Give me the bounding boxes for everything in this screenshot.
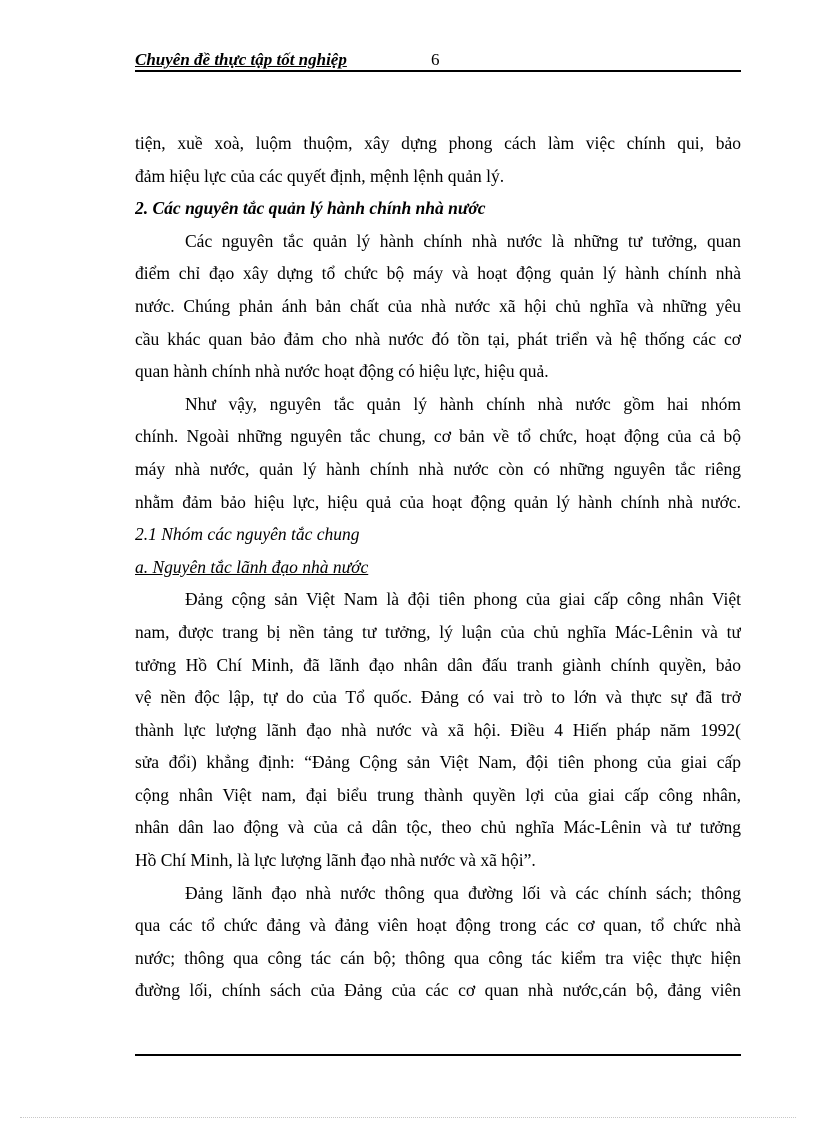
text-line: đảm hiệu lực của các quyết định, mệnh lệnh quản lý. [135, 165, 505, 186]
text-line: Hồ Chí Minh, là lực lượng lãnh đạo nhà nước và xã hội”. [135, 850, 536, 871]
text-line: qua các tổ chức đảng và đảng viên hoạt động trong các cơ quan, tổ chức nhà [135, 915, 741, 936]
text-line: thành lực lượng lãnh đạo nhà nước và xã hội. Điều 4 Hiến pháp năm 1992( [135, 719, 741, 740]
text-line: chính. Ngoài những nguyên tắc chung, cơ bản về tổ chức, hoạt động của cả bộ [135, 426, 741, 447]
text-line: quan hành chính nhà nước hoạt động có hiệu lực, hiệu quả. [135, 361, 549, 382]
text-line: tiện, xuề xoà, luộm thuộm, xây dựng phong cách làm việc chính qui, bảo [135, 133, 741, 153]
text-line: máy nhà nước, quản lý hành chính nhà nước còn có những nguyên tắc riêng [135, 458, 741, 479]
text-line: Đảng lãnh đạo nhà nước thông qua đường lối và các chính sách; thông [185, 882, 741, 903]
text-line: nhằm đảm bảo hiệu lực, hiệu quả của hoạt động quản lý hành chính nhà nước. [135, 491, 741, 512]
text-line: nam, được trang bị nền tảng tư tưởng, lý luận của chủ nghĩa Mác-Lênin và tư [135, 621, 741, 642]
subsection-heading: 2.1 Nhóm các nguyên tắc chung [135, 524, 360, 545]
document-title: Chuyên đề thực tập tốt nghiệp [135, 50, 347, 69]
text-line: Đảng cộng sản Việt Nam là đội tiên phong của giai cấp công nhân Việt [185, 589, 741, 610]
subsection-heading-underlined: a. Nguyên tắc lãnh đạo nhà nước [135, 556, 369, 577]
text-line: nhân dân lao động và của cả dân tộc, theo chủ nghĩa Mác-Lênin và tư tưởng [135, 817, 741, 838]
text-line: đường lối, chính sách của Đảng của các cơ quan nhà nước,cán bộ, đảng viên [135, 980, 741, 1001]
page-edge-divider [20, 1117, 796, 1118]
page-header [135, 46, 741, 72]
text-line: sửa đổi) khẳng định: “Đảng Cộng sản Việt Nam, đội tiên phong của giai cấp [135, 752, 741, 773]
text-line: cầu khác quan bảo đảm cho nhà nước đó tồn tại, phát triển và hệ thống các cơ [135, 328, 741, 349]
document-body [135, 127, 741, 1007]
text-line: Như vậy, nguyên tắc quản lý hành chính nhà nước gồm hai nhóm [185, 393, 741, 414]
text-line: vệ nền độc lập, tự do của Tổ quốc. Đảng có vai trò to lớn và thực sự đã trở [135, 687, 741, 708]
section-heading: 2. Các nguyên tắc quản lý hành chính nhà nước [135, 198, 486, 219]
text-line: nước; thông qua công tác cán bộ; thông qua công tác kiểm tra việc thực hiện [135, 947, 741, 968]
text-line: Các nguyên tắc quản lý hành chính nhà nước là những tư tưởng, quan [185, 230, 741, 251]
text-line: tưởng Hồ Chí Minh, đã lãnh đạo nhân dân đấu tranh giành chính quyền, bảo [135, 654, 741, 675]
text-line: nước. Chúng phản ánh bản chất của nhà nước xã hội chủ nghĩa và những yêu [135, 295, 741, 316]
page-number: 6 [431, 50, 440, 69]
footer-rule [135, 1054, 741, 1056]
text-line: cộng nhân Việt nam, đại biểu trung thành quyền lợi của giai cấp công nhân, [135, 784, 741, 805]
text-line: điểm chỉ đạo xây dựng tổ chức bộ máy và hoạt động quản lý hành chính nhà [135, 263, 741, 284]
